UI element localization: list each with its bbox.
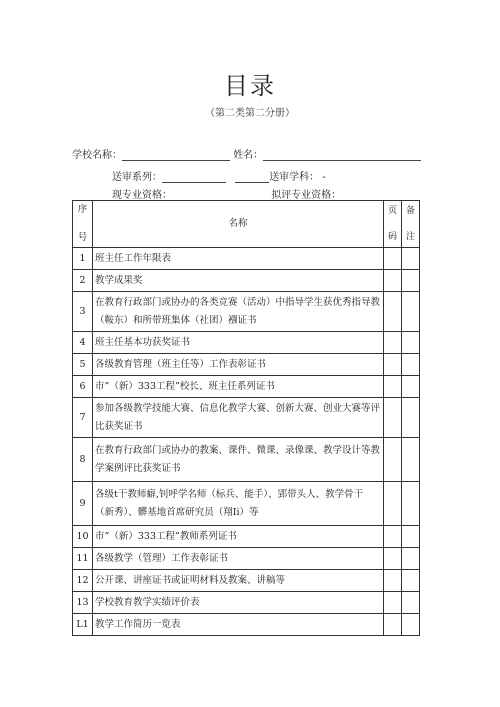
row-page-cell[interactable]: [384, 376, 402, 398]
row-note-cell[interactable]: [402, 270, 420, 292]
row-page-cell[interactable]: [384, 248, 402, 270]
row-page-cell[interactable]: [384, 438, 402, 482]
table-row: [73, 332, 420, 354]
row-number: 8: [73, 438, 93, 482]
row-page-cell[interactable]: [384, 570, 402, 592]
contents-table: [72, 200, 420, 636]
current-qual-label: 现专业资格：: [112, 190, 172, 201]
row-page-cell[interactable]: [384, 332, 402, 354]
header-note: 备 注: [402, 201, 420, 248]
table-row: [73, 614, 420, 636]
school-name-field[interactable]: [122, 149, 230, 161]
row-page-cell[interactable]: [384, 354, 402, 376]
row-note-cell[interactable]: [402, 332, 420, 354]
send-series-field[interactable]: [162, 171, 226, 183]
row-note-cell[interactable]: [402, 526, 420, 548]
row-item-name: 班主任基本功获奖证书: [93, 332, 384, 354]
table-row: [73, 292, 420, 332]
row-item-name: 在教育行政部门或协办的各类竞赛（活动）中指导学生获优秀指导教（鞍东）和所带班集体（社团）襁证书: [93, 292, 384, 332]
send-series-field-2[interactable]: [235, 171, 269, 183]
header-page: 页 码: [384, 201, 402, 248]
school-name-label: 学校名称：: [72, 150, 122, 161]
row-item-name: 公开课、讲座证书或证明材料及教案、讲稿等: [93, 570, 384, 592]
row-item-name: 各级t干教师癖,钊呼学名师（标兵、能手）、郢带头人、教学骨干（新秀）、髒基地首席研究员（翔Ii）等: [93, 482, 384, 526]
table-row: [73, 270, 420, 292]
table-header-row: [73, 201, 420, 248]
row-item-name: 在教育行政部门或协办的教案、课件、微课、录像课、教学设计等教学案例评比获奖证书: [93, 438, 384, 482]
row-page-cell[interactable]: [384, 270, 402, 292]
send-series-row: [112, 168, 326, 183]
table-row: [73, 548, 420, 570]
row-item-name: 教学工作简历一览表: [93, 614, 384, 636]
row-number: 7: [73, 398, 93, 438]
row-item-name: 市”（新）333工程”校长、班主任系列证书: [93, 376, 384, 398]
row-item-name: 学校教育教学实绩评价表: [93, 592, 384, 614]
row-note-cell[interactable]: [402, 376, 420, 398]
header-name: 名称: [93, 201, 384, 248]
row-note-cell[interactable]: [402, 398, 420, 438]
row-number: 6: [73, 376, 93, 398]
table-row: [73, 482, 420, 526]
table-row: [73, 526, 420, 548]
school-name-row: [72, 146, 421, 161]
row-item-name: 各级教学（管理）工作表彰证书: [93, 548, 384, 570]
table-row: [73, 398, 420, 438]
row-page-cell[interactable]: [384, 592, 402, 614]
row-number: 11: [73, 548, 93, 570]
header-seq: 序 号: [73, 201, 93, 248]
row-number: 13: [73, 592, 93, 614]
row-note-cell[interactable]: [402, 354, 420, 376]
table-row: [73, 248, 420, 270]
row-number: 12: [73, 570, 93, 592]
qualification-row: [112, 186, 387, 201]
row-note-cell[interactable]: [402, 292, 420, 332]
row-number: 4: [73, 332, 93, 354]
row-note-cell[interactable]: [402, 592, 420, 614]
row-page-cell[interactable]: [384, 548, 402, 570]
row-note-cell[interactable]: [402, 248, 420, 270]
row-number: 3: [73, 292, 93, 332]
send-subject-label: 送审学科：: [269, 172, 320, 183]
table-row: [73, 376, 420, 398]
row-item-name: 市”（新）333工程”教师系列证书: [93, 526, 384, 548]
table-row: [73, 438, 420, 482]
row-number: L1: [73, 614, 93, 636]
row-note-cell[interactable]: [402, 548, 420, 570]
row-item-name: 各级教育管理（班主任等）工作表彰证书: [93, 354, 384, 376]
row-number: 2: [73, 270, 93, 292]
row-page-cell[interactable]: [384, 526, 402, 548]
send-series-label: 送审系列：: [112, 172, 162, 183]
row-number: 5: [73, 354, 93, 376]
row-item-name: 教学成果奖: [93, 270, 384, 292]
table-row: [73, 570, 420, 592]
row-note-cell[interactable]: [402, 614, 420, 636]
row-item-name: 班主任工作年限表: [93, 248, 384, 270]
row-page-cell[interactable]: [384, 482, 402, 526]
row-page-cell[interactable]: [384, 292, 402, 332]
row-item-name: 参加各级教学技能大赛、信息化教学大赛、创新大赛、创业大赛等评比获奖证书: [93, 398, 384, 438]
row-number: 10: [73, 526, 93, 548]
row-page-cell[interactable]: [384, 398, 402, 438]
proposed-qual-label: 拟评专业资格：: [271, 190, 342, 201]
row-number: 1: [73, 248, 93, 270]
page-title: 目录: [224, 72, 276, 100]
person-name-field[interactable]: [263, 149, 421, 161]
row-note-cell[interactable]: [402, 482, 420, 526]
row-note-cell[interactable]: [402, 438, 420, 482]
row-page-cell[interactable]: [384, 614, 402, 636]
table-row: [73, 354, 420, 376]
page-subtitle: （第二类第二分册）: [205, 108, 295, 119]
table-row: [73, 592, 420, 614]
row-number: 9: [73, 482, 93, 526]
row-note-cell[interactable]: [402, 570, 420, 592]
send-subject-value[interactable]: -: [322, 172, 326, 183]
person-name-label: 姓名：: [233, 150, 264, 161]
